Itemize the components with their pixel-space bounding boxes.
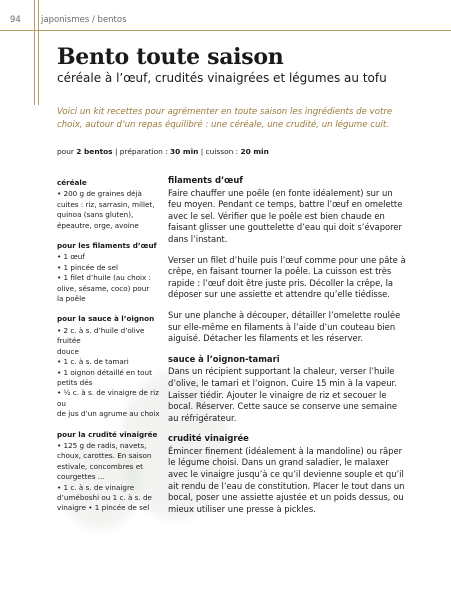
ingredient-line: • 2 c. à s. d’huile d’olive fruitée	[57, 325, 145, 346]
ingredient-line: douce	[57, 346, 79, 356]
servings-prefix: pour	[57, 147, 77, 156]
ingredient-line: épeautre, orge, avoine	[57, 220, 139, 230]
ingredient-line: petits dés	[57, 377, 93, 387]
ingredient-section	[57, 241, 165, 304]
servings-value: 2 bentos	[76, 147, 113, 156]
step-title: crudité vinaigrée	[168, 433, 249, 444]
page-number: 94	[10, 15, 21, 25]
ingredient-line: • ½ c. à s. de vinaigre de riz ou	[57, 388, 159, 408]
ingredient-section	[57, 178, 165, 231]
ingredient-line: vinaigre • 1 pincée de sel	[57, 503, 150, 513]
ingredient-line: quinoa (sans gluten),	[57, 210, 134, 220]
ingredient-line: choux, carottes. En saison	[57, 451, 152, 461]
vertical-rule-right	[38, 0, 39, 105]
ingredient-line: • 1 filet d’huile (au choix :	[57, 273, 151, 283]
ingredient-section-title: pour la crudité vinaigrée	[57, 429, 158, 439]
step-title: filaments d’œuf	[168, 175, 243, 185]
prep-label: | préparation :	[112, 147, 171, 156]
ingredient-line: de jus d’un agrume au choix	[57, 409, 160, 419]
ingredient-section-title: pour la sauce à l’oignon	[57, 314, 155, 324]
ingredient-line: • 1 pincée de sel	[57, 262, 119, 272]
ingredient-line: la poêle	[57, 294, 86, 304]
recipe-step	[168, 175, 408, 345]
ingredient-line: • 1 c. à s. de vinaigre	[57, 482, 135, 492]
step-paragraph: Faire chauffer une poêle (en fonte idéalement) sur un feu moyen. Pendant ce temps, battre l’œuf en omelette avec le sel. Vérifier que le poêle est bien chaude en faisant glisser une gouttelette d’eau qui doit s’évaporer dans l’instant.	[168, 187, 403, 244]
recipe-meta	[57, 147, 269, 156]
ingredient-section-title: pour les filaments d’œuf	[57, 241, 157, 251]
cook-time: 20 min	[240, 147, 269, 156]
recipe-subtitle: céréale à l’œuf, crudités vinaigrées et légumes au tofu	[57, 71, 387, 85]
ingredient-line: • 1 oignon détaillé en tout	[57, 367, 152, 377]
section-label: japonismes / bentos	[41, 15, 127, 25]
recipe-step	[168, 354, 408, 425]
ingredient-line: • 125 g de radis, navets,	[57, 440, 147, 450]
step-paragraph: Dans un récipient supportant la chaleur, verser l’huile d’olive, le tamari et l’oignon. Cuire 15 min à la vapeur. Laisser tiédir. Ajouter le vinaigre de riz et secouer le bocal. Réserver. Cette sauce se conserve une semaine au réfrigérateur.	[168, 366, 398, 423]
step-title: sauce à l’oignon-tamari	[168, 353, 280, 364]
ingredient-line: cuites : riz, sarrasin, millet,	[57, 199, 155, 209]
ingredient-section	[57, 314, 165, 419]
prep-time: 30 min	[170, 147, 199, 156]
recipe-step	[168, 433, 408, 515]
ingredients-column	[57, 178, 165, 524]
ingredient-section	[57, 430, 165, 514]
step-paragraph: Sur une planche à découper, détailler l’omelette roulée sur elle-même en filaments à l’aide d’un couteau bien aiguisé. Détacher les filaments et les réserver.	[168, 309, 401, 344]
step-paragraph: Émincer finement (idéalement à la mandoline) ou râper le légume choisi. Dans un grand saladier, le malaxer avec le vinaigre jusqu’à ce qu’il devienne souple et qu’il ait rendu de l’eau de constitution. Placer le tout dans un bocal, poser une assiette ajustée et un poids dessus, ou mieux utiliser une presse à pickles.	[168, 445, 405, 514]
ingredient-line: estivale, concombres et	[57, 461, 143, 471]
ingredient-line: olive, sésame, coco) pour	[57, 283, 150, 293]
ingredient-line: • 200 g de graines déjà	[57, 189, 142, 199]
vertical-rule-left	[34, 0, 35, 105]
ingredient-line: • 1 œuf	[57, 252, 85, 262]
ingredient-line: • 1 c. à s. de tamari	[57, 357, 129, 367]
ingredient-section-title: céréale	[57, 178, 87, 187]
recipe-intro: Voici un kit recettes pour agrémenter en toute saison les ingrédients de votre choix, autour d’un repas équilibré : une céréale, une crudité, un légume cuit.	[57, 107, 393, 130]
ingredient-line: d’uméboshi ou 1 c. à s. de	[57, 492, 152, 502]
ingredient-line: courgettes …	[57, 472, 105, 482]
step-paragraph: Verser un filet d’huile puis l’œuf comme pour une pâte à crêpe, en faisant tourner la poêle. La cuisson est très rapide : l’œuf doit être juste pris. Décoller la crêpe, la déposer sur une assiette et attendre qu’elle tiédisse.	[168, 254, 406, 300]
recipe-title: Bento toute saison	[57, 44, 284, 70]
cook-label: | cuisson :	[198, 147, 241, 156]
header-rule	[0, 30, 451, 31]
steps-column	[168, 175, 408, 524]
